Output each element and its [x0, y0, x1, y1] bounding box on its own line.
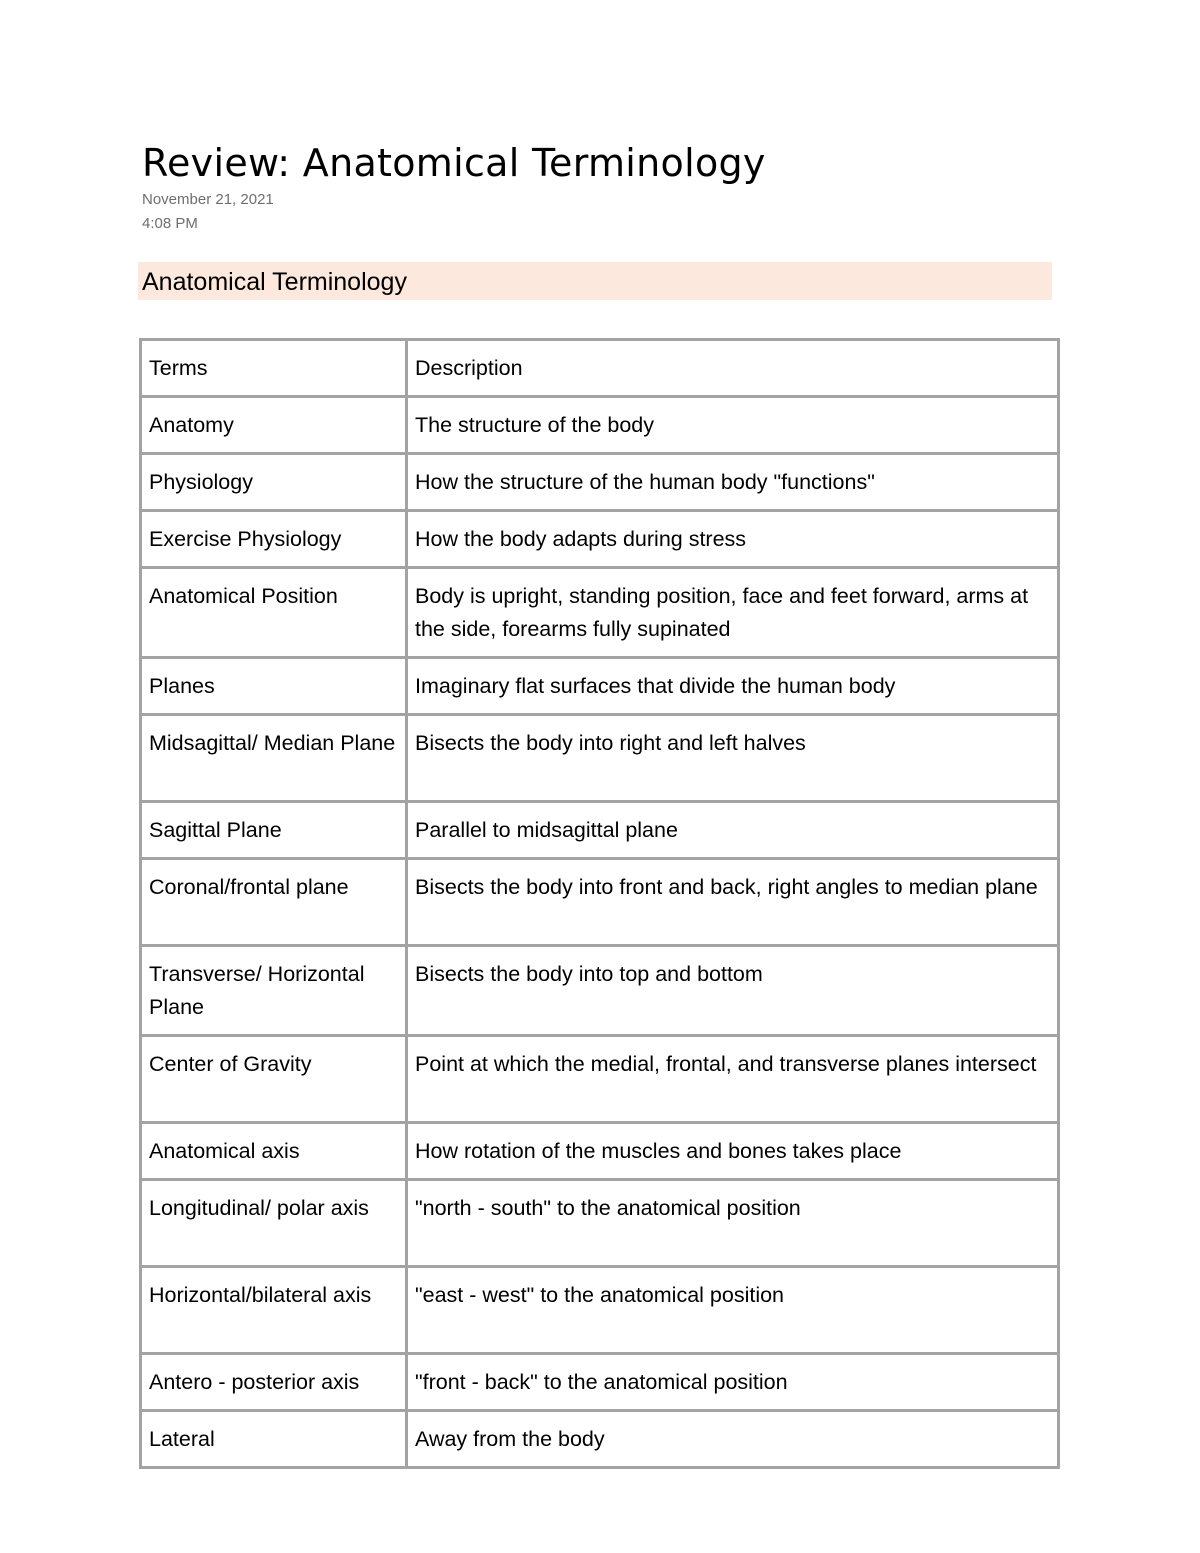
terminology-table	[139, 338, 1060, 1469]
term-cell: Sagittal Plane	[141, 802, 407, 859]
description-cell: "front - back" to the anatomical position	[407, 1354, 1059, 1411]
term-cell: Anatomy	[141, 397, 407, 454]
description-cell: Imaginary flat surfaces that divide the human body	[407, 658, 1059, 715]
term-cell: Horizontal/bilateral axis	[141, 1267, 407, 1354]
description-cell: How the body adapts during stress	[407, 511, 1059, 568]
table-row	[141, 1036, 1059, 1123]
table-row	[141, 454, 1059, 511]
table-row	[141, 658, 1059, 715]
description-cell: Away from the body	[407, 1411, 1059, 1468]
description-cell: "east - west" to the anatomical position	[407, 1267, 1059, 1354]
term-cell: Exercise Physiology	[141, 511, 407, 568]
term-cell: Physiology	[141, 454, 407, 511]
term-cell: Center of Gravity	[141, 1036, 407, 1123]
term-cell: Coronal/frontal plane	[141, 859, 407, 946]
description-cell: Parallel to midsagittal plane	[407, 802, 1059, 859]
note-time: 4:08 PM	[142, 215, 198, 232]
term-cell: Midsagittal/ Median Plane	[141, 715, 407, 802]
description-cell: Bisects the body into right and left halves	[407, 715, 1059, 802]
term-cell: Antero - posterior axis	[141, 1354, 407, 1411]
description-cell: Bisects the body into top and bottom	[407, 946, 1059, 1036]
table-row	[141, 397, 1059, 454]
term-cell: Transverse/ Horizontal Plane	[141, 946, 407, 1036]
description-cell: Body is upright, standing position, face and feet forward, arms at the side, forearms fully supinated	[407, 568, 1059, 658]
table-row	[141, 859, 1059, 946]
term-cell: Longitudinal/ polar axis	[141, 1180, 407, 1267]
term-cell: Anatomical Position	[141, 568, 407, 658]
table-row	[141, 715, 1059, 802]
term-cell: Anatomical axis	[141, 1123, 407, 1180]
description-cell: Bisects the body into front and back, right angles to median plane	[407, 859, 1059, 946]
description-cell: The structure of the body	[407, 397, 1059, 454]
table-row	[141, 511, 1059, 568]
page-title: Review: Anatomical Terminology	[142, 141, 766, 185]
table-row	[141, 568, 1059, 658]
description-cell: How the structure of the human body "functions"	[407, 454, 1059, 511]
table-row	[141, 946, 1059, 1036]
table-row	[141, 1267, 1059, 1354]
header-description: Description	[407, 340, 1059, 397]
term-cell: Planes	[141, 658, 407, 715]
table-row	[141, 802, 1059, 859]
description-cell: How rotation of the muscles and bones takes place	[407, 1123, 1059, 1180]
table-row	[141, 1123, 1059, 1180]
term-cell: Lateral	[141, 1411, 407, 1468]
section-heading: Anatomical Terminology	[138, 262, 1052, 300]
table-row	[141, 1180, 1059, 1267]
note-date: November 21, 2021	[142, 191, 274, 208]
table-row	[141, 1411, 1059, 1468]
table-row	[141, 1354, 1059, 1411]
description-cell: Point at which the medial, frontal, and transverse planes intersect	[407, 1036, 1059, 1123]
header-terms: Terms	[141, 340, 407, 397]
description-cell: "north - south" to the anatomical position	[407, 1180, 1059, 1267]
table-header-row	[141, 340, 1059, 397]
